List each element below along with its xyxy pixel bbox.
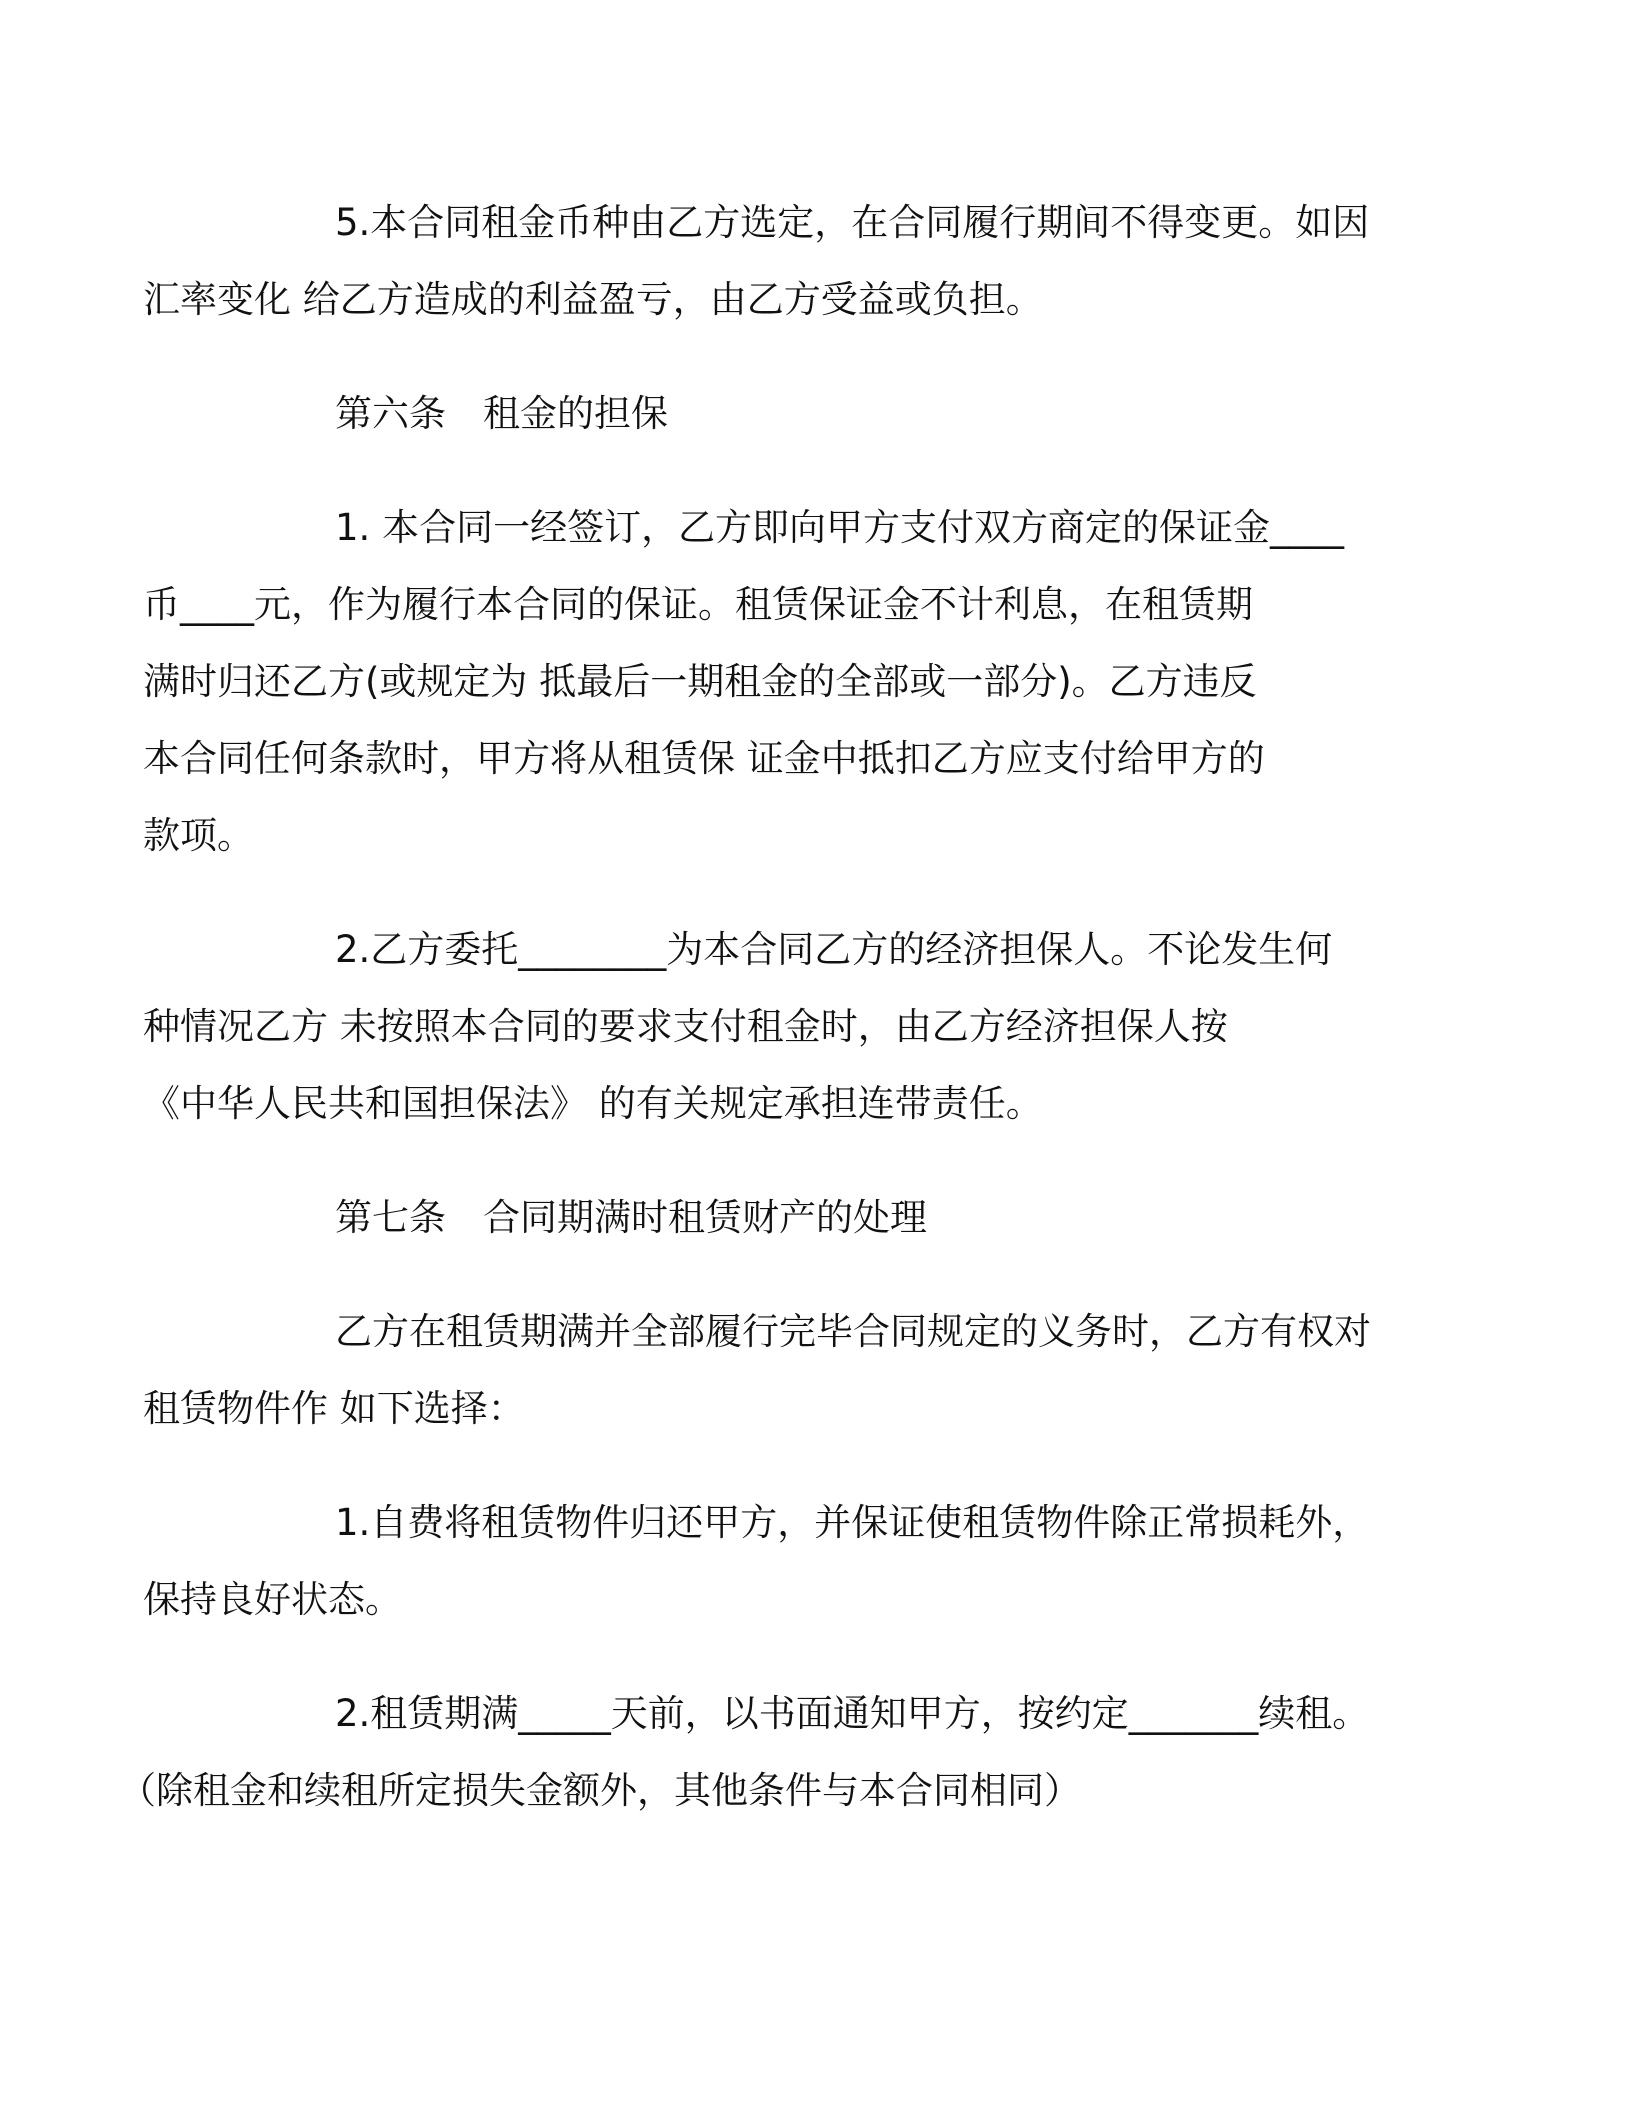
text-line: 《中华人民共和国担保法》 的有关规定承担连带责任。 [143, 1082, 1043, 1125]
text-line: 款项。 [143, 814, 254, 857]
article-7-heading [239, 1179, 1379, 1256]
text-line: （除租金和续租所定损失金额外，其他条件与本合同相同） [119, 1769, 1081, 1812]
text-line: 2.乙方委托________为本合同乙方的经济担保人。不论发生何 [335, 928, 1333, 971]
text-line: 5.本合同租金币种由乙方选定，在合同履行期间不得变更。如因 [335, 201, 1370, 244]
article-6-heading [239, 375, 1379, 452]
clause-7-intro [143, 1293, 1379, 1447]
heading-text: 第六条 租金的担保 [335, 392, 668, 435]
heading-text: 第七条 合同期满时租赁财产的处理 [335, 1196, 927, 1239]
text-line: 1.自费将租赁物件归还甲方，并保证使租赁物件除正常损耗外， [335, 1501, 1370, 1544]
text-line: 本合同任何条款时，甲方将从租赁保 证金中抵扣乙方应支付给甲方的 [143, 737, 1265, 780]
text-line: 2.租赁期满_____天前，以书面通知甲方，按约定_______续租。 [335, 1692, 1370, 1735]
clause-7-1-return [143, 1484, 1379, 1638]
text-line: 1. 本合同一经签订，乙方即向甲方支付双方商定的保证金____ [335, 506, 1345, 549]
clause-6-1-deposit [143, 489, 1379, 874]
text-line: 租赁物件作 如下选择： [143, 1387, 525, 1430]
text-line: 种情况乙方 未按照本合同的要求支付租金时，由乙方经济担保人按 [143, 1005, 1228, 1048]
clause-5-currency [143, 184, 1379, 338]
clause-6-2-guarantor [143, 911, 1379, 1142]
document-body [119, 184, 1379, 1866]
clause-7-2-renewal [119, 1675, 1379, 1829]
text-line: 乙方在租赁期满并全部履行完毕合同规定的义务时，乙方有权对 [335, 1310, 1371, 1353]
text-line: 保持良好状态。 [143, 1578, 402, 1621]
text-line: 满时归还乙方(或规定为 抵最后一期租金的全部或一部分)。乙方违反 [143, 660, 1257, 703]
text-line: 币____元，作为履行本合同的保证。租赁保证金不计利息，在租赁期 [143, 583, 1253, 626]
text-line: 汇率变化 给乙方造成的利益盈亏，由乙方受益或负担。 [143, 278, 1043, 321]
